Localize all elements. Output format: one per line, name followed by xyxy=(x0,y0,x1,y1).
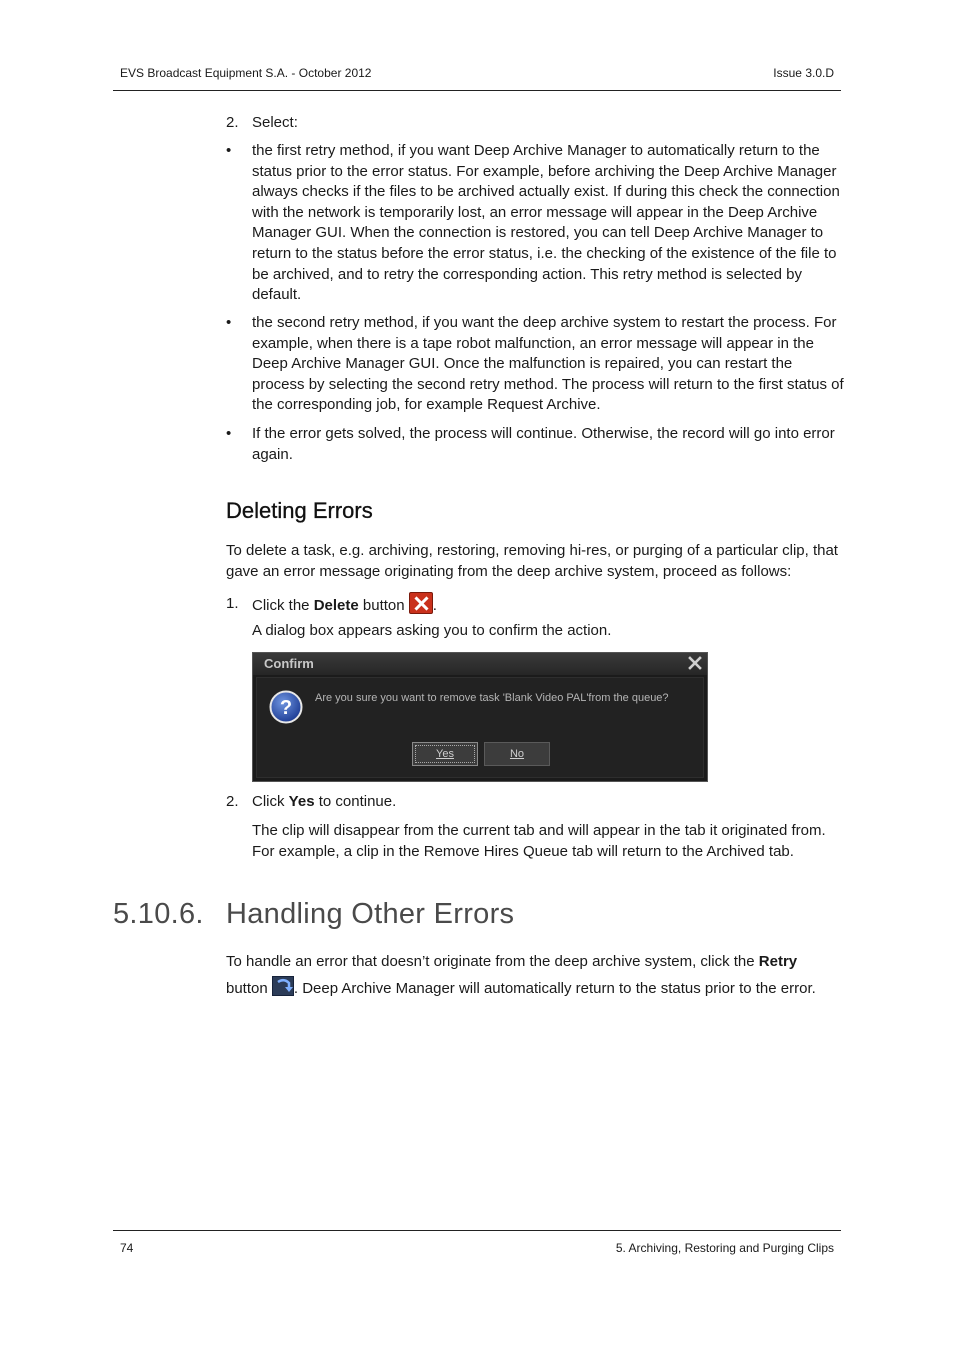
dialog-message: Are you sure you want to remove task 'Blank Video PAL'from the queue? xyxy=(315,692,669,704)
heading-deleting-errors: Deleting Errors xyxy=(226,498,373,523)
dialog-title: Confirm xyxy=(264,656,314,671)
section-text-line1 xyxy=(226,952,844,973)
svg-text:?: ? xyxy=(279,697,293,719)
step-click-yes xyxy=(252,792,844,813)
step-text: button xyxy=(358,597,405,614)
retry-label: Retry xyxy=(758,953,798,970)
page-number: 74 xyxy=(120,1241,134,1255)
delete-x-icon xyxy=(409,592,433,614)
dialog-body xyxy=(256,677,704,778)
step-number: 2. xyxy=(226,114,239,131)
bullet-mark: • xyxy=(226,314,232,331)
page-footer xyxy=(113,1230,841,1260)
section-text: To handle an error that doesn’t originate from the deep archive system, click the xyxy=(226,953,759,970)
yes-button[interactable]: Yes xyxy=(412,742,478,766)
confirm-dialog-screenshot xyxy=(252,652,708,782)
footer-chapter: 5. Archiving, Restoring and Purging Clips xyxy=(615,1241,834,1255)
section-text-line2 xyxy=(226,976,844,1000)
yes-label: Yes xyxy=(288,793,315,810)
step-click-delete xyxy=(252,592,844,617)
section-text: button xyxy=(226,980,272,997)
step-end: . xyxy=(432,597,437,614)
step-note: A dialog box appears asking you to confirm the action. xyxy=(252,622,612,639)
step-text: Select: xyxy=(252,114,298,131)
bullet-error-solved: If the error gets solved, the process will continue. Otherwise, the record will go into error again. xyxy=(252,425,835,463)
step-text: Click xyxy=(252,793,289,810)
step-number: 1. xyxy=(226,595,239,612)
header-issue: Issue 3.0.D xyxy=(773,66,834,80)
step-note: The clip will disappear from the current tab and will appear in the tab it originated from. For example, a clip in the Remove Hires Queue tab will return to the Archived tab. xyxy=(252,822,826,860)
bullet-mark: • xyxy=(226,142,232,159)
delete-label: Delete xyxy=(313,597,359,614)
section-text: . Deep Archive Manager will automatically return to the status prior to the error. xyxy=(293,980,816,997)
section-title: Handling Other Errors xyxy=(226,898,515,930)
bullet-first-retry: the first retry method, if you want Deep Archive Manager to automatically return to the status prior to the error status. For example, before archiving the Deep Archive Manager always checks if the files to be archived actually exist. If during this check the connection with the network is temporarily lost, an error message will appear in the Deep Archive Manager GUI. When the connection is restored, you can tell Deep Archive Manager to return to the status before the error status, i.e. the checking of the existence of the file to be archived, and to retry the corresponding action. This retry method is selected by default. xyxy=(252,142,840,304)
section-number: 5.10.6. xyxy=(113,898,204,930)
step-text: Click the xyxy=(252,597,314,614)
close-icon[interactable] xyxy=(687,655,703,671)
deleting-intro: To delete a task, e.g. archiving, restoring, removing hi-res, or purging of a particular clip, that gave an error message originating from the deep archive system, proceed as follows: xyxy=(226,542,838,580)
step-number: 2. xyxy=(226,793,239,810)
dialog-titlebar xyxy=(253,653,707,675)
step-text: to continue. xyxy=(314,793,397,810)
question-icon xyxy=(269,690,303,724)
retry-arrow-icon xyxy=(272,976,294,996)
header-publisher: EVS Broadcast Equipment S.A. - October 2012 xyxy=(120,66,372,80)
bullet-second-retry: the second retry method, if you want the deep archive system to restart the process. For example, when there is a tape robot malfunction, an error message will appear in the Deep Archive Manager GUI. Once the malfunction is repaired, you can restart the process by selecting the second retry method. The process will return to the first status of the corresponding job, for example Request Archive. xyxy=(252,314,844,414)
no-button[interactable]: No xyxy=(484,742,550,766)
page-header xyxy=(113,64,841,91)
bullet-mark: • xyxy=(226,425,232,442)
